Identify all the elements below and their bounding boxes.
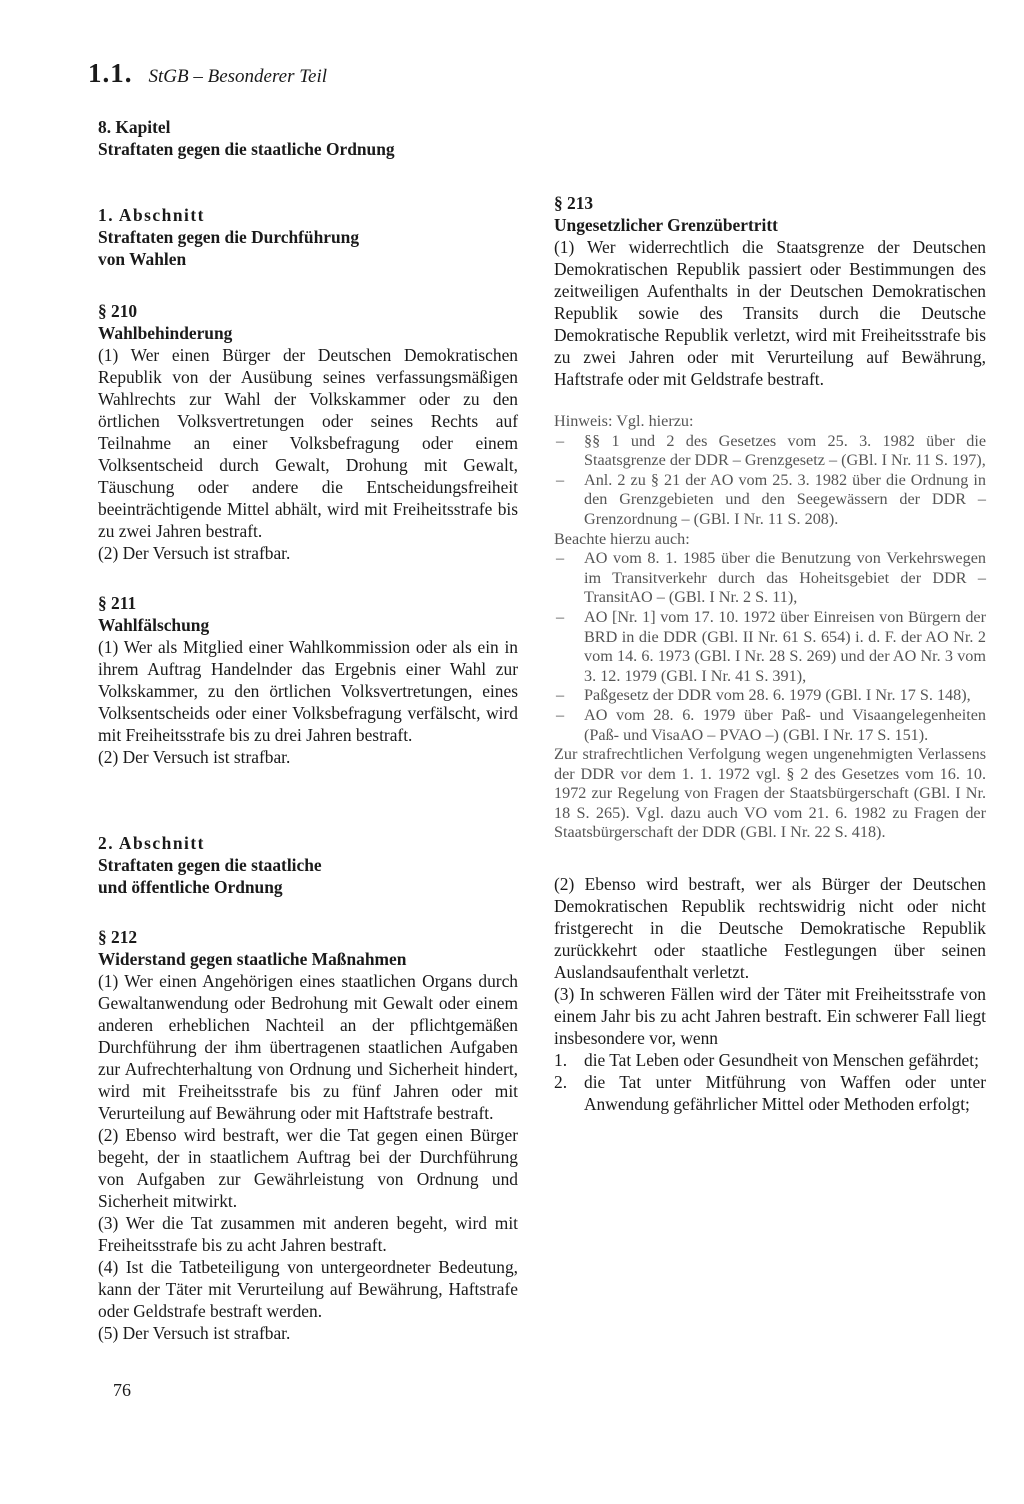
s212-number: § 212 — [98, 927, 138, 947]
s210-number: § 210 — [98, 301, 138, 321]
s211-p2: (2) Der Versuch ist strafbar. — [98, 747, 291, 767]
beachte-item: – Paßgesetz der DDR vom 28. 6. 1979 (GBl. I Nr. 17 S. 148), — [554, 686, 986, 706]
s213-number: § 213 — [554, 193, 594, 213]
list-text: die Tat Leben oder Gesundheit von Menschen gefährdet; — [584, 1050, 979, 1071]
s213-p1: (1) Wer widerrechtlich die Staatsgrenze der Deutschen Demokratischen Republik passiert oder Bestimmungen des zeitweiligen Aufenthalts in der Deutschen Demokratischen Republik sowie des Transits durch die Deutsche Demokratische Republik verletzt, wird mit Freiheitsstrafe bis zu zwei Jahren oder mit Verurteilung auf Bewährung, Haftstrafe oder mit Geldstrafe bestraft. — [554, 237, 986, 389]
list-number: 2. — [554, 1072, 568, 1093]
right-column — [554, 192, 986, 1115]
list-number: 1. — [554, 1050, 568, 1071]
s212-p2: (2) Ebenso wird bestraft, wer die Tat gegen einen Bürger begeht, der in staatlichem Auftrag bei der Durchführung von Aufgaben zur Gewährleistung von Ordnung und Sicherheit mitwirkt. — [98, 1125, 518, 1211]
hint-label: Hinweis: Vgl. hierzu: — [554, 412, 694, 430]
s212-p5: (5) Der Versuch ist strafbar. — [98, 1323, 291, 1343]
chapter-title: Straftaten gegen die staatliche Ordnung — [98, 139, 395, 159]
beachte-item: – AO [Nr. 1] vom 17. 10. 1972 über Einreisen von Bürgern der BRD in die DDR (GBl. II Nr. 61 S. 654) i. d. F. der AO Nr. 2 vom 14. 6. 1973 (GBl. I Nr. 28 S. 269) und der AO Nr. 3 vom 3. 12. 1979 (GBl. I Nr. 41 S. 391), — [554, 608, 986, 686]
beachte-item: – AO vom 8. 1. 1985 über die Benutzung von Verkehrswegen im Transitverkehr durch das Hoheitsgebiet der DDR – TransitAO – (GBl. I Nr. 2 S. 11), — [554, 549, 986, 608]
s212-p4: (4) Ist die Tatbeteiligung von untergeordneter Bedeutung, kann der Täter mit Verurteilung auf Bewährung, Haftstrafe oder Geldstrafe bestraft werden. — [98, 1257, 518, 1321]
s213-list-item — [554, 1049, 986, 1071]
s212-title: Widerstand gegen staatliche Maßnahmen — [98, 949, 407, 969]
s210-p2: (2) Der Versuch ist strafbar. — [98, 543, 291, 563]
s211-number: § 211 — [98, 593, 137, 613]
hint-item: – §§ 1 und 2 des Gesetzes vom 25. 3. 1982 über die Staatsgrenze der DDR – Grenzgesetz – (GBl. I Nr. 11 S. 197), — [554, 432, 986, 471]
s211-title: Wahlfälschung — [98, 615, 210, 635]
chapter-number: 8. Kapitel — [98, 117, 171, 137]
s212-p1: (1) Wer einen Angehörigen eines staatlichen Organs durch Gewaltanwendung oder Bedrohung mit Gewalt oder einem anderen erheblichen Nachteil an der pflichtgemäßen Durchführung der ihm übertragenen staatlichen Aufgaben zur Aufrechterhaltung von Ordnung und Sicherheit hindert, wird mit Freiheitsstrafe bis zu fünf Jahren oder mit Verurteilung auf Bewährung oder mit Haftstrafe bestraft. — [98, 971, 518, 1123]
abschnitt1-title-2: von Wahlen — [98, 249, 187, 269]
abschnitt1-number: 1. Abschnitt — [98, 205, 205, 225]
hint-block — [554, 412, 986, 843]
page-header — [88, 58, 327, 89]
s213-p2: (2) Ebenso wird bestraft, wer als Bürger der Deutschen Demokratischen Republik rechtswidrig nicht oder nicht fristgerecht in die Deutsche Demokratische Republik zurückkehrt oder staatliche Festlegungen über seinen Auslandsaufenthalt verletzt. — [554, 874, 986, 983]
verfolgung-note: Zur strafrechtlichen Verfolgung wegen ungenehmigten Verlassens der DDR vor dem 1. 1. 1972 vgl. § 2 des Gesetzes vom 16. 10. 1972 zur Regelung von Fragen der Staatsbürgerschaft (GBl. I Nr. 18 S. 265). Vgl. dazu auch VO vom 21. 6. 1982 zu Fragen der Staatsbürgerschaft der DDR (GBl. I Nr. 22 S. 418). — [554, 745, 986, 842]
hint-item: – Anl. 2 zu § 21 der AO vom 25. 3. 1982 über die Ordnung in den Grenzgebieten und den Seegewässern der DDR – Grenzordnung – (GBl. I Nr. 11 S. 208). — [554, 471, 986, 530]
abschnitt1-title-1: Straftaten gegen die Durchführung — [98, 227, 360, 247]
s210-title: Wahlbehinderung — [98, 323, 233, 343]
abschnitt2-number: 2. Abschnitt — [98, 833, 205, 853]
beachte-item: – AO vom 28. 6. 1979 über Paß- und Visaangelegenheiten (Paß- und VisaAO – PVAO –) (GBl. I Nr. 17 S. 151). — [554, 706, 986, 745]
running-title: StGB – Besonderer Teil — [148, 66, 328, 87]
abschnitt2-title-2: und öffentliche Ordnung — [98, 877, 283, 897]
s213-p3: (3) In schweren Fällen wird der Täter mit Freiheitsstrafe von einem Jahr bis zu acht Jahren bestraft. Ein schwerer Fall liegt insbesondere vor, wenn — [554, 984, 986, 1049]
s210-p1: (1) Wer einen Bürger der Deutschen Demokratischen Republik von der Ausübung seines verfassungsmäßigen Wahlrechts zur Wahl der Volkskammer oder zu den örtlichen Volksvertretungen oder seines Rechts auf Teilnahme an einer Volksbefragung oder einem Volksentscheid durch Gewalt, Drohung mit Gewalt, Täuschung oder andere die Entscheidungsfreiheit beeinträchtigende Mittel abhält, wird mit Freiheitsstrafe bis zu zwei Jahren bestraft. — [98, 345, 518, 541]
section-number: 1.1. — [88, 58, 133, 88]
abschnitt2-title-1: Straftaten gegen die staatliche — [98, 855, 322, 875]
list-text: die Tat unter Mitführung von Waffen oder unter Anwendung gefährlicher Mittel oder Methoden erfolgt; — [584, 1072, 986, 1115]
left-column — [98, 116, 518, 1344]
s213-list-item — [554, 1071, 986, 1115]
beachte-label: Beachte hierzu auch: — [554, 529, 690, 548]
s211-p1: (1) Wer als Mitglied einer Wahlkommission oder als ein in ihrem Auftrag Handelnder das Ergebnis einer Wahl zur Volkskammer, zu den örtlichen Volksvertretungen, eines Volksentscheids oder einer Volksbefragung verfälscht, wird mit Freiheitsstrafe bis zu drei Jahren bestraft. — [98, 637, 518, 745]
page-number: 76 — [113, 1380, 131, 1400]
s212-p3: (3) Wer die Tat zusammen mit anderen begeht, wird mit Freiheitsstrafe bis zu acht Jahren bestraft. — [98, 1213, 518, 1255]
s213-title: Ungesetzlicher Grenzübertritt — [554, 215, 778, 235]
